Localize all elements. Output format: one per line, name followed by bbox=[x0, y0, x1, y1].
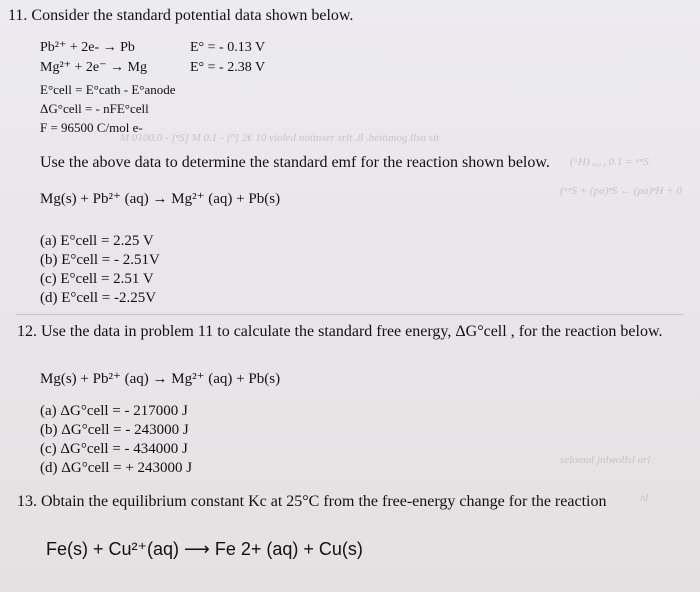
reaction-equation-12: Mg(s) + Pb²⁺ (aq) → Mg²⁺ (aq) + Pb(s) bbox=[40, 371, 281, 387]
option-d-12: (d) ΔG°cell = + 243000 J bbox=[40, 460, 193, 476]
question-13-heading bbox=[17, 493, 606, 511]
half-reaction-2 bbox=[40, 60, 147, 76]
question-text: Use the data in problem 11 to calculate the standard free energy, ΔG°cell , for the reaction below. bbox=[41, 323, 663, 340]
potential-value-2 bbox=[190, 60, 265, 76]
reaction-equation-11: Mg(s) + Pb²⁺ (aq) → Mg²⁺ (aq) + Pb(s) bbox=[40, 191, 281, 207]
question-number: 12. bbox=[17, 323, 37, 340]
bleed-through-text-4: selomol jnlwollsl orl bbox=[560, 454, 651, 466]
reaction-equation-13: Fe(s) + Cu²⁺(aq) ⟶ Fe 2+ (aq) + Cu(s) bbox=[46, 539, 363, 559]
half-reaction-1 bbox=[40, 40, 135, 56]
formula-delta-g: ΔG°cell = - nFE°cell bbox=[40, 101, 149, 116]
question-11-heading bbox=[8, 7, 353, 25]
question-text: Consider the standard potential data shown below. bbox=[31, 7, 354, 24]
bleed-through-text-5: nl bbox=[640, 492, 649, 504]
instruction-text: Use the above data to determine the standard emf for the reaction shown below. bbox=[40, 154, 550, 171]
option-b-11: (b) E°cell = - 2.51V bbox=[40, 252, 160, 268]
bleed-through-text-2: (ᵃH) ₐ₀.₁ 0.1 = ᵃⁿS bbox=[570, 156, 649, 168]
bleed-through-text-3: (ᵃⁿS + (pa)ⁿS ← (pa)ⁿH + 0 bbox=[560, 185, 682, 197]
potential-text: E° = - 2.38 V bbox=[190, 60, 266, 75]
potential-value-1 bbox=[190, 40, 265, 56]
question-12-heading bbox=[17, 323, 662, 341]
formula-ecell: E°cell = E°cath - E°anode bbox=[40, 82, 176, 97]
potential-text: E° = - 0.13 V bbox=[190, 40, 266, 55]
half-reaction-equation: Pb²⁺ + 2e- → Pb bbox=[40, 40, 135, 55]
option-c-12: (c) ΔG°cell = - 434000 J bbox=[40, 441, 188, 457]
bleed-through-text-1: M 0100.0 - [ⁿS] M 0.1 - [ᴴ] 2€ 10 violed noitnser srlt .8 .beitimog llsa sit bbox=[120, 132, 440, 144]
option-b-12: (b) ΔG°cell = - 243000 J bbox=[40, 422, 189, 438]
question-text: Obtain the equilibrium constant Kc at 25°C from the free-energy change for the reaction bbox=[41, 493, 607, 510]
option-a-12: (a) ΔG°cell = - 217000 J bbox=[40, 403, 188, 419]
question-number: 11. bbox=[8, 7, 28, 24]
formula-faraday: F = 96500 C/mol e- bbox=[40, 120, 143, 135]
half-reaction-equation: Mg²⁺ + 2e⁻ → Mg bbox=[40, 60, 147, 75]
section-divider bbox=[16, 314, 684, 315]
option-a-11: (a) E°cell = 2.25 V bbox=[40, 233, 154, 249]
question-number: 13. bbox=[17, 493, 37, 510]
option-d-11: (d) E°cell = -2.25V bbox=[40, 290, 157, 306]
option-c-11: (c) E°cell = 2.51 V bbox=[40, 271, 154, 287]
